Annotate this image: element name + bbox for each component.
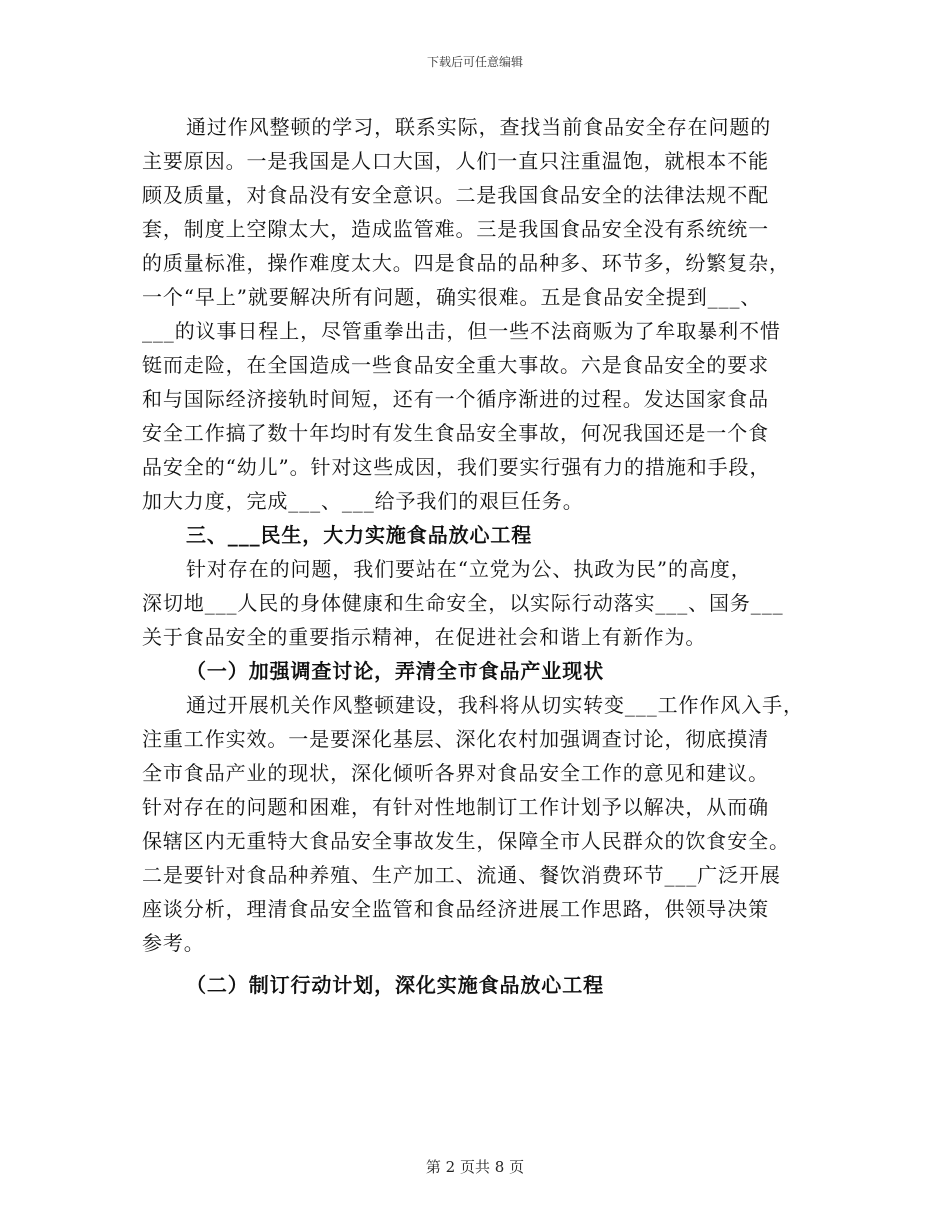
text-line: 参考。 <box>142 931 205 955</box>
text-line: 全市食品产业的现状，深化倾听各界对食品安全工作的意见和建议。 <box>142 761 769 785</box>
document-body <box>142 110 812 1002</box>
subsection-heading-1: （一）加强调查讨论，弄清全市食品产业现状 <box>186 659 604 683</box>
text-line: 安全工作搞了数十年均时有发生食品安全事故，何况我国还是一个食 <box>142 421 769 445</box>
subsection-heading-2: （二）制订行动计划，深化实施食品放心工程 <box>186 973 604 997</box>
text-line: 通过开展机关作风整顿建设，我科将从切实转变___工作作风入手， <box>186 693 804 717</box>
text-line: 保辖区内无重特大食品安全事故发生，保障全市人民群众的饮食安全。 <box>142 829 790 853</box>
text-line: 铤而走险，在全国造成一些食品安全重大事故。六是食品安全的要求 <box>142 353 769 377</box>
text-line: 加大力度，完成___、___给予我们的艰巨任务。 <box>142 489 584 513</box>
page-footer: 第 2 页共 8 页 <box>425 1158 525 1176</box>
text-line: ___的议事日程上，尽管重拳出击，但一些不法商贩为了牟取暴利不惜 <box>142 319 781 343</box>
text-line: 针对存在的问题，我们要站在“立党为公、执政为民”的高度， <box>186 557 752 581</box>
text-line: 针对存在的问题和困难，有针对性地制订工作计划予以解决，从而确 <box>142 795 769 819</box>
text-line: 顾及质量，对食品没有安全意识。二是我国食品安全的法律法规不配 <box>142 183 769 207</box>
paragraph-investigation <box>142 688 812 960</box>
text-line: 二是要针对食品种养殖、生产加工、流通、餐饮消费环节___广泛开展 <box>142 863 781 887</box>
text-line: 一个“早上”就要解决所有问题，确实很难。五是食品安全提到___、 <box>142 285 762 309</box>
text-line: 套，制度上空隙太大，造成监管难。三是我国食品安全没有系统统一 <box>142 217 769 241</box>
text-line: 通过作风整顿的学习，联系实际，查找当前食品安全存在问题的 <box>186 115 772 139</box>
section-heading-3: 三、___民生，大力实施食品放心工程 <box>186 523 533 547</box>
text-line: 注重工作实效。一是要深化基层、深化农村加强调查讨论，彻底摸清 <box>142 727 769 751</box>
page-header: 下载后可任意编辑 <box>426 55 523 69</box>
text-line: 和与国际经济接轨时间短，还有一个循序渐进的过程。发达国家食品 <box>142 387 769 411</box>
paragraph-causes <box>142 110 812 518</box>
text-line: 深切地___人民的身体健康和生命安全，以实际行动落实___、国务___ <box>142 591 784 615</box>
text-line: 品安全的“幼儿”。针对这些成因，我们要实行强有力的措施和手段， <box>142 455 771 479</box>
text-line: 的质量标准，操作难度太大。四是食品的品种多、环节多，纷繁复杂， <box>142 251 790 275</box>
paragraph-stance <box>142 552 812 654</box>
text-line: 座谈分析，理清食品安全监管和食品经济进展工作思路，供领导决策 <box>142 897 769 921</box>
text-line: 关于食品安全的重要指示精神，在促进社会和谐上有新作为。 <box>142 625 707 649</box>
text-line: 主要原因。一是我国是人口大国，人们一直只注重温饱，就根本不能 <box>142 149 769 173</box>
